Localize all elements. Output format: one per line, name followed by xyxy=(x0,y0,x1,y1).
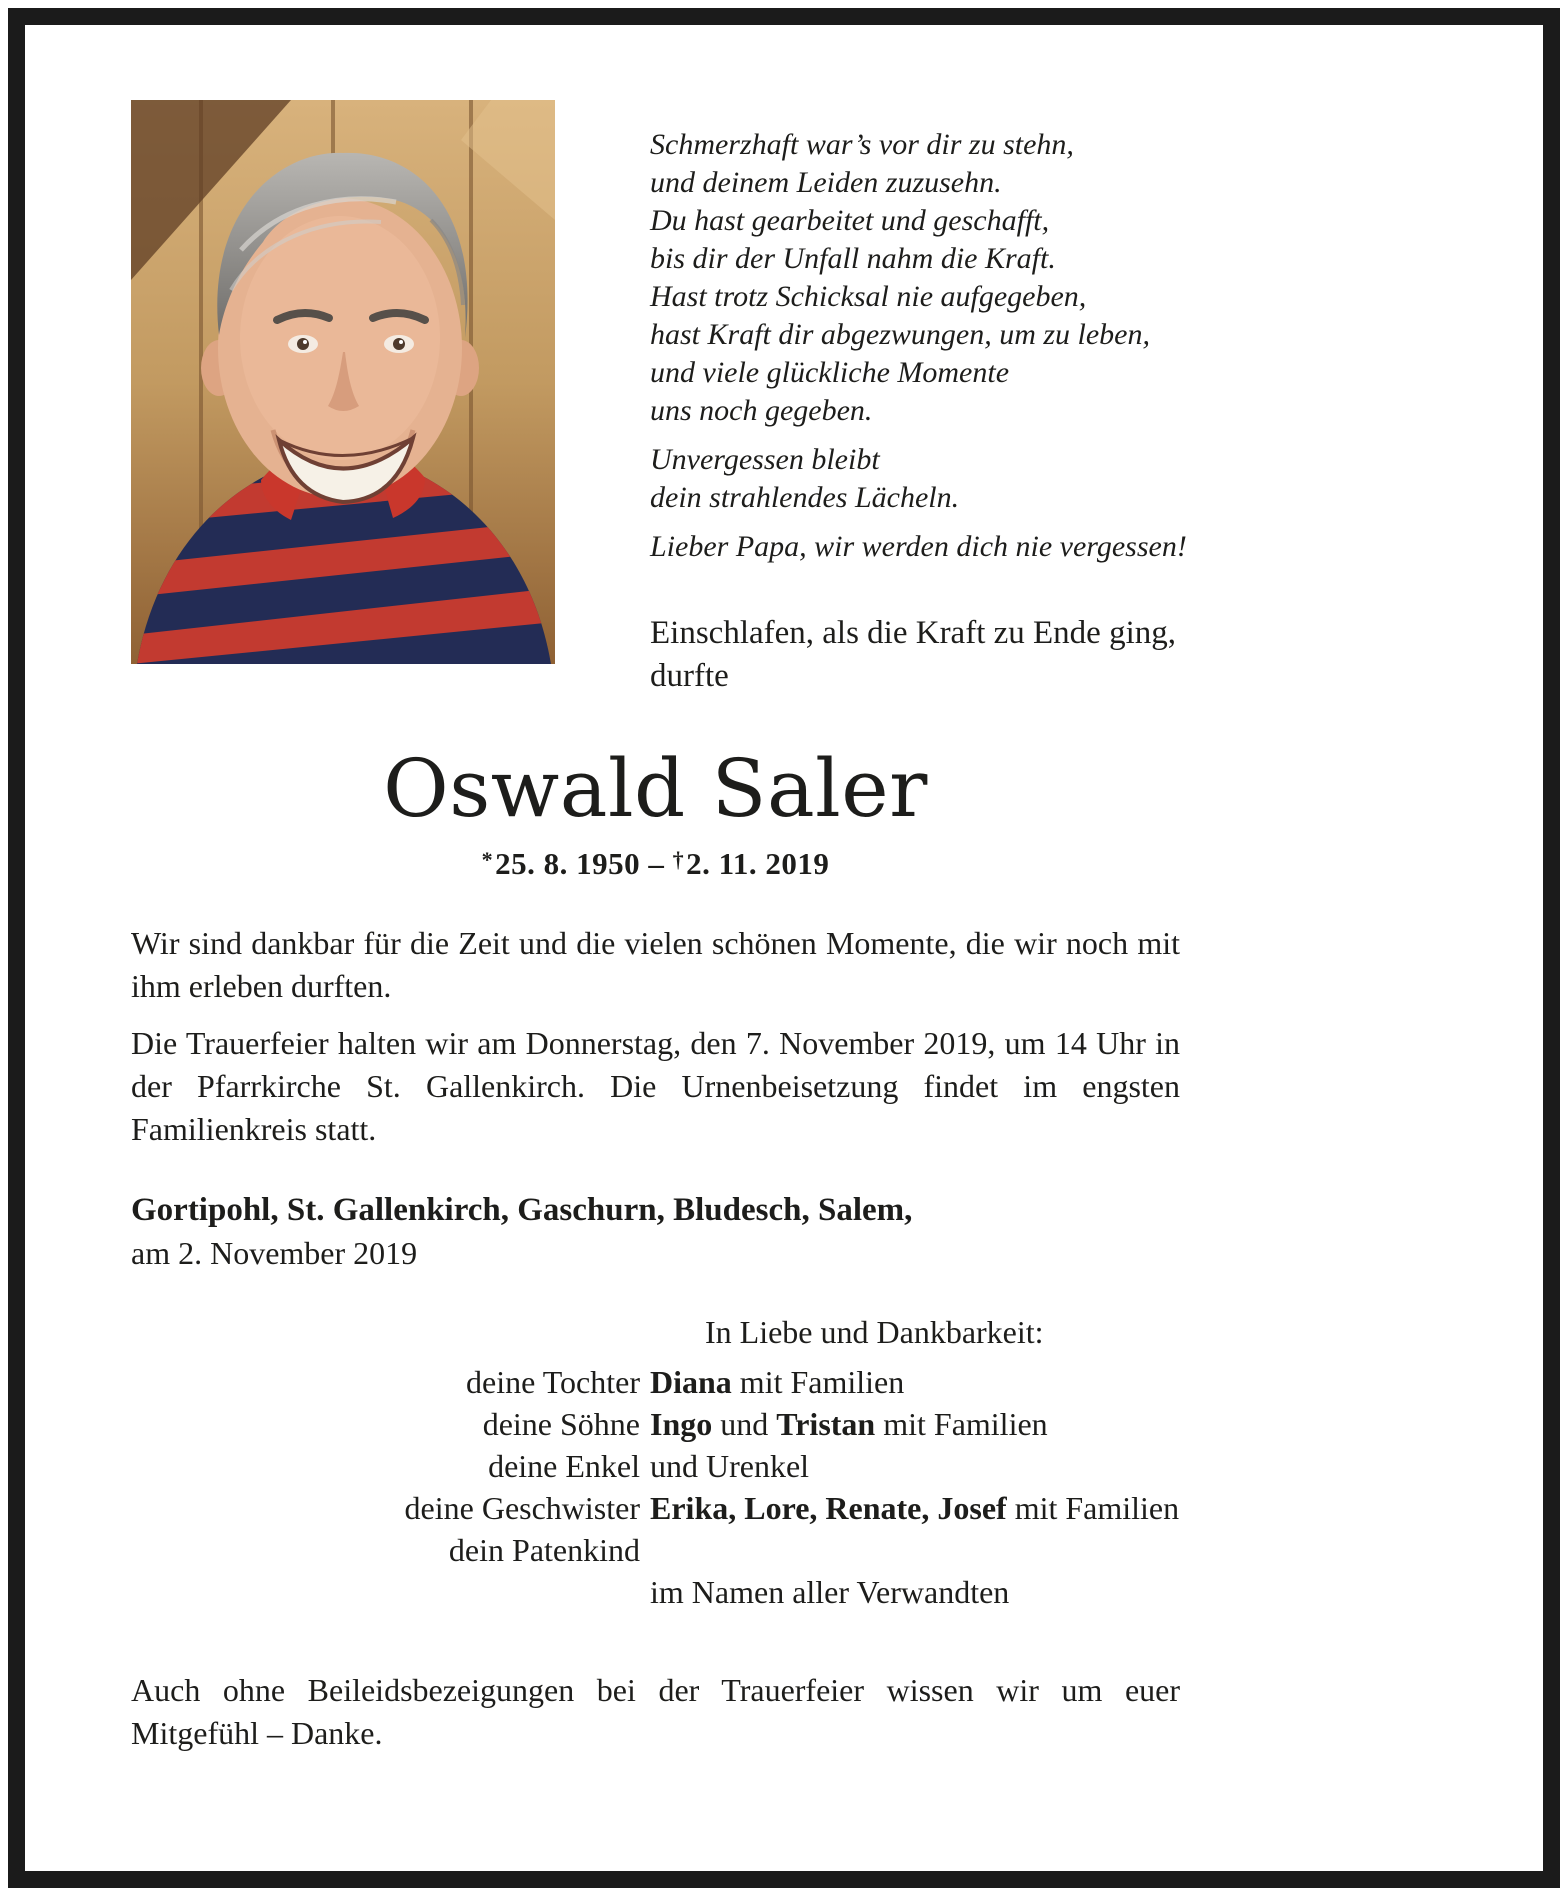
black-frame-border xyxy=(8,8,1560,1888)
family-heading: In Liebe und Dankbarkeit: xyxy=(705,1314,1044,1350)
service-paragraph: Die Trauerfeier halten wir am Donnerstag, den 7. November 2019, um 14 Uhr in der Pfarrkirche St. Gallenkirch. Die Urnenbeisetzung findet im engsten Familienkreis statt. xyxy=(131,1025,1180,1147)
poem-line: Du hast gearbeitet und geschafft, xyxy=(650,204,1050,237)
family-role: deine Tochter xyxy=(466,1364,640,1400)
family-block xyxy=(131,1311,1180,1613)
family-names: und Urenkel xyxy=(650,1448,810,1484)
family-role: deine Enkel xyxy=(488,1448,640,1484)
obituary-content xyxy=(50,50,1518,1846)
poem-line: Hast trotz Schicksal nie aufgegeben, xyxy=(650,280,1087,313)
family-list xyxy=(131,1361,1180,1613)
family-names: im Namen aller Verwandten xyxy=(650,1574,1010,1610)
family-role: deine Geschwister xyxy=(404,1490,640,1526)
family-role xyxy=(131,1571,640,1613)
right-column xyxy=(650,100,1187,698)
memorial-poem xyxy=(650,126,1187,566)
poem-line: dein strahlendes Lächeln. xyxy=(650,481,960,514)
poem-stanza xyxy=(650,441,1187,517)
poem-line: und deinem Leiden zuzusehn. xyxy=(650,166,1002,199)
birth-symbol: * xyxy=(481,847,494,872)
family-role: deine Söhne xyxy=(482,1406,640,1442)
places-line: Gortipohl, St. Gallenkirch, Gaschurn, Bludesch, Salem, xyxy=(131,1192,913,1228)
life-dates xyxy=(131,846,1180,882)
family-role: dein Patenkind xyxy=(448,1532,640,1568)
poem-line: bis dir der Unfall nahm die Kraft. xyxy=(650,242,1056,275)
poem-line: und viele glückliche Momente xyxy=(650,356,1010,389)
poem-line: Lieber Papa, wir werden dich nie vergessen! xyxy=(650,530,1187,563)
gratitude-paragraph: Wir sind dankbar für die Zeit und die vielen schönen Momente, die wir noch mit ihm erleben durften. xyxy=(131,925,1180,1004)
dates-dash: – xyxy=(648,846,665,881)
birth-date: 25. 8. 1950 xyxy=(495,846,641,881)
poem-line: Schmerzhaft war’s vor dir zu stehn, xyxy=(650,128,1074,161)
family-names: Ingo und Tristan mit Familien xyxy=(650,1406,1048,1442)
poem-line: Unvergessen bleibt xyxy=(650,443,880,476)
family-names: Erika, Lore, Renate, Josef mit Familien xyxy=(650,1490,1180,1526)
poem-stanza xyxy=(650,126,1187,430)
top-row xyxy=(131,100,1187,698)
family-names: Diana mit Familien xyxy=(650,1364,905,1400)
death-symbol: † xyxy=(672,847,685,872)
lead-in-text xyxy=(650,612,1187,698)
places-block xyxy=(131,1189,1180,1275)
deceased-name: Oswald Saler xyxy=(383,742,928,835)
portrait-photo xyxy=(131,100,555,664)
family-names xyxy=(650,1529,1180,1571)
poem-line: hast Kraft dir abgezwungen, um zu leben, xyxy=(650,318,1150,351)
announcement-date-line: am 2. November 2019 xyxy=(131,1235,418,1271)
lead-in-line: Einschlafen, als die Kraft zu Ende ging, xyxy=(650,615,1176,651)
lead-in-line: durfte xyxy=(650,658,729,694)
poem-stanza xyxy=(650,528,1187,566)
poem-line: uns noch gegeben. xyxy=(650,394,873,427)
death-date: 2. 11. 2019 xyxy=(686,846,830,881)
closing-paragraph: Auch ohne Beileidsbezeigungen bei der Trauerfeier wissen wir um euer Mitgefühl – Danke. xyxy=(131,1672,1180,1751)
